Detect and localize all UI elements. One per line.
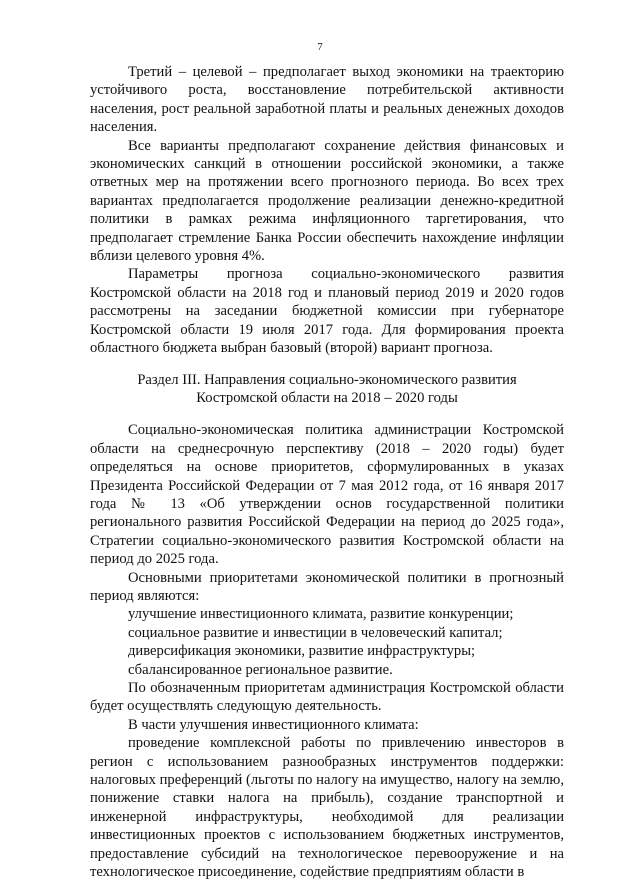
priority-item: социальное развитие и инвестиции в человеческий капитал; [128, 624, 503, 641]
page-content [90, 63, 564, 881]
section-heading [90, 371, 564, 408]
paragraph-policy-basis: Социально-экономическая политика администрации Костромской области на среднесрочную перспективу (2018 – 2020 годы) будет определяться на основе приоритетов, сформулированных в указах Президента Российской Федерации от 7 мая 2012 года, от 16 января 2017 года № 13 «Об утверждении основ государственной политики регионального развития Российской Федерации на период до 2025 года», Стратегии социально-экономического развития Костромской области на период до 2025 года. [90, 422, 564, 568]
paragraph-sanctions: Все варианты предполагают сохранение действия финансовых и экономических санкций в отношении российской экономики, а также ответных мер на протяжении всего прогнозного периода. Во всех трех вариантах предполагается продолжение реализации денежно-кредитной политики в рамках режима инфляционного таргетирования, что предполагает стремление Банка России обеспечить нахождение инфляции вблизи целевого уровня 4%. [90, 137, 564, 265]
section-heading-line-2: Костромской области на 2018 – 2020 годы [196, 389, 458, 406]
section-heading-line-1: Раздел III. Направления социально-экономического развития [137, 371, 517, 388]
paragraph-investor-attraction: проведение комплексной работы по привлечению инвесторов в регион с использованием разнообразных инструментов поддержки: налоговых преференций (льготы по налогу на имущество, налогу на землю, понижение ставки налога на прибыль), создание транспортной и инженерной инфраструктуры, необходимой для реализации инвестиционных проектов с использованием бюджетных инструментов, предоставление субсидий на технологическое перевооружение и на технологическое присоединение, содействие предприятиям области в [90, 735, 564, 881]
paragraph-activity-intro: По обозначенным приоритетам администрация Костромской области будет осуществлять следующую деятельность. [90, 680, 564, 715]
priority-item: сбалансированное региональное развитие. [128, 661, 393, 678]
priority-item: диверсификация экономики, развитие инфраструктуры; [128, 643, 476, 660]
paragraph-investment-climate: В части улучшения инвестиционного климата: [128, 716, 419, 733]
priority-item: улучшение инвестиционного климата, развитие конкуренции; [128, 606, 514, 623]
paragraph-forecast-parameters: Параметры прогноза социально-экономического развития Костромской области на 2018 год и плановый период 2019 и 2020 годов рассмотрены на заседании бюджетной комиссии при губернаторе Костромской области 19 июля 2017 года. Для формирования проекта областного бюджета выбран базовый (второй) вариант прогноза. [90, 266, 564, 357]
paragraph-priorities-intro: Основными приоритетами экономической политики в прогнозный период являются: [90, 569, 564, 604]
paragraph-target-scenario: Третий – целевой – предполагает выход экономики на траекторию устойчивого роста, восстановление потребительской активности населения, рост реальной заработной платы и реальных денежных доходов населения. [90, 64, 564, 136]
page-number: 7 [317, 41, 323, 53]
